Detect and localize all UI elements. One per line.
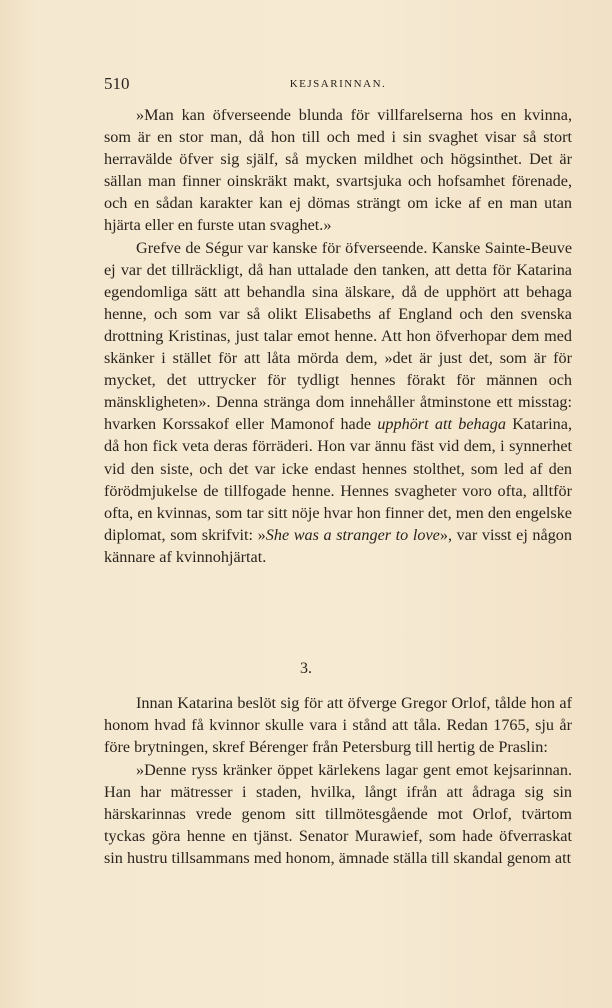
running-title: KEJSARINNAN. <box>289 78 387 90</box>
italic-phrase: upphört att behaga <box>377 415 506 434</box>
text-segment: », var visst ej någon kännare af kvinnohjärtat. <box>104 525 572 566</box>
paragraph-innan: Innan Katarina beslöt sig för att öfverge Gregor Orlof, tålde hon af honom hvad få kvinnor skulle vara i stånd att tåla. Redan 1765, sju år före brytningen, skref Bérenger från Petersburg till hertig de Praslin: <box>104 694 572 757</box>
section-number: 3. <box>300 660 312 677</box>
section-body-text <box>104 692 572 870</box>
paragraph-segur <box>104 237 572 568</box>
text-segment: Katarina, då hon fick veta deras förräderi. Hon var ännu fäst vid dem, i synnerhet vid den siste, och det var icke endast hennes stolthet, som led af den förödmjukelse de tillfogade henne. Hennes svagheter voro ofta, alltför ofta, en kvinnas, som tar sitt nöje hvar hon finner det, men den engelske diplomat, som skrifvit: » <box>104 415 572 544</box>
italic-quote: She was a stranger to love <box>265 525 440 544</box>
text-segment: Grefve de Ségur var kanske för öfverseende. Kanske Sainte-Beuve ej var det tillräckligt, då han uttalade den tanken, att detta för Katarina egendomliga sätt att behandla sina älskare, då de upphört att behaga henne, och som var så olikt Elisabeths af England och den svenska drottning Kristinas, just talar emot henne. Att hon öfverhopar dem med skänker i stället för att låta mörda dem, »det är just det, som är för mycket, det uttrycker för tydligt hennes förakt för männen och mänskligheten». Denna stränga dom innehåller åtminstone ett misstag: hvarken Korssakof eller Mamonof hade <box>104 238 572 434</box>
paragraph-quote: »Man kan öfverseende blunda för villfarelserna hos en kvinna, som är en stor man, då hon till och med i sin svaghet visar så stort herravälde öfver sig själf, så mycken mildhet och högsinthet. Det är sällan man finner oinskräkt makt, svartsjuka och hofsamhet förenade, och en sådan karakter kan ej dömas strängt om icke af en man utan hjärta eller en furste utan svaghet.» <box>104 106 572 235</box>
page-header <box>104 74 572 98</box>
paragraph-denne-ryss: »Denne ryss kränker öppet kärlekens lagar gent emot kejsarinnan. Han har mätresser i staden, hvilka, långt ifrån att ådraga sig sin härskarinnas vrede genom sitt tillmötesgående mot Orlof, tvärtom tyckas göra henne en tjänst. Senator Murawief, som hade öfverraskat sin hustru tillsammans med honom, ämnade ställa till skandal genom att <box>104 760 572 868</box>
body-text <box>104 104 572 568</box>
page-number: 510 <box>104 74 130 93</box>
